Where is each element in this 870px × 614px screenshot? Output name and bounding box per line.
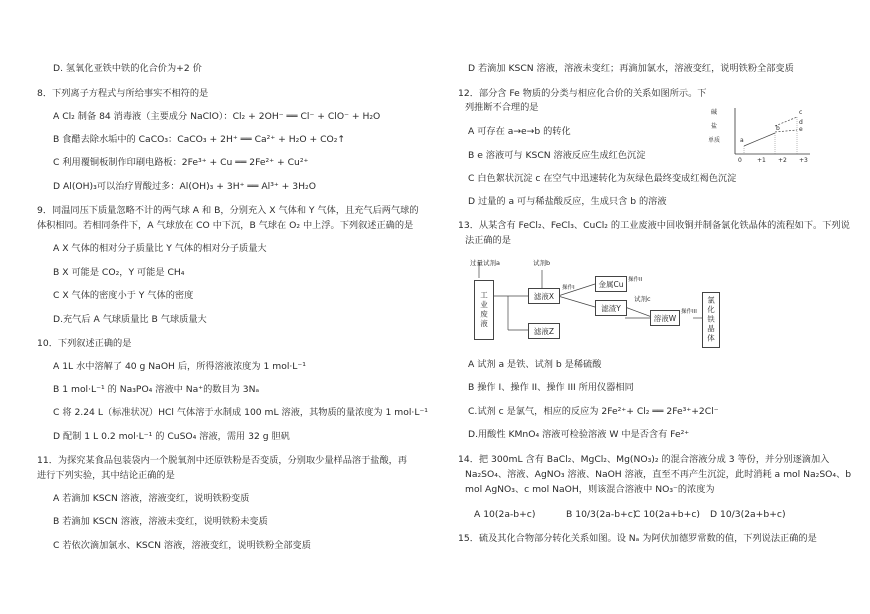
graph-ylabel-base: 碱 xyxy=(711,109,718,116)
q10-stem: 10．下列叙述正确的是 xyxy=(37,338,132,349)
graph-point-e: e xyxy=(799,126,803,133)
q12-stem-line2: 列推断不合理的是 xyxy=(465,102,539,113)
q15-stem: 15．硫及其化合物部分转化关系如图。设 Nₐ 为阿伏加德罗常数的值，下列说法正确的是 xyxy=(458,533,817,544)
graph-x-0: 0 xyxy=(738,157,742,164)
q8-stem: 8．下列离子方程式与所给事实不相符的是 xyxy=(37,88,209,99)
q11-option-a: A 若滴加 KSCN 溶液，溶液变红，说明铁粉变质 xyxy=(53,493,250,504)
q13-stem-line2: 法正确的是 xyxy=(465,235,511,246)
q11-stem-line2: 进行下列实验，其中结论正确的是 xyxy=(37,470,175,481)
graph-x-1: +1 xyxy=(757,157,766,164)
q14-option-d: D 10/3(2a+b+c) xyxy=(710,509,786,520)
q11-option-b: B 若滴加 KSCN 溶液，溶液未变红，说明铁粉未变质 xyxy=(53,516,268,527)
q9-stem-line2: 体积相同。若相同条件下，A 气球放在 CO 中下沉，B 气球在 O₂ 中上浮。下列叙述正确的是 xyxy=(37,220,414,231)
flow-reagent-c: 试剂c xyxy=(634,295,651,303)
q12-option-b: B e 溶液可与 KSCN 溶液反应生成红色沉淀 xyxy=(468,150,646,161)
graph-point-d: d xyxy=(799,119,803,126)
flow-reagent-a: 过量试剂a xyxy=(470,259,500,267)
q14-option-c: C 10(2a+b+c) xyxy=(634,509,700,520)
q11-stem-line1: 11．为探究某食品包装袋内一个脱氧剂中还原铁粉是否变质，分别取少量样品溶于盐酸，再 xyxy=(37,455,408,466)
q13-option-a: A 试剂 a 是铁、试剂 b 是稀硫酸 xyxy=(468,359,602,370)
q10-option-a: A 1L 水中溶解了 40 g NaOH 后，所得溶液浓度为 1 mol·L⁻¹ xyxy=(53,361,306,372)
flow-box-product: 氯化铁晶体 xyxy=(702,292,720,348)
graph-ylabel-salt: 盐 xyxy=(711,123,718,130)
graph-x-2: +2 xyxy=(778,157,787,164)
q12-stem-line1: 12．部分含 Fe 物质的分类与相应化合价的关系如图所示。下 xyxy=(458,88,707,99)
flow-op3: 操作III xyxy=(681,309,697,315)
graph-ylabel-element: 单质 xyxy=(708,137,721,144)
q12-option-a: A 可存在 a→e→b 的转化 xyxy=(468,126,571,137)
graph-point-c: c xyxy=(799,109,803,116)
q10-option-d: D 配制 1 L 0.2 mol·L⁻¹ 的 CuSO₄ 溶液，需用 32 g 胆矾 xyxy=(53,431,290,442)
q9-option-b: B X 可能是 CO₂，Y 可能是 CH₄ xyxy=(53,267,185,278)
flow-box-residue-y: 滤渣Y xyxy=(595,300,627,316)
flow-box-solution-w: 溶液W xyxy=(650,310,680,326)
graph-point-a: a xyxy=(740,137,744,144)
q12-option-c: C 白色絮状沉淀 c 在空气中迅速转化为灰绿色最终变成红褐色沉淀 xyxy=(468,173,737,184)
q12-option-d: D 过量的 a 可与稀盐酸反应，生成只含 b 的溶液 xyxy=(468,196,667,207)
q10-option-b: B 1 mol·L⁻¹ 的 Na₃PO₄ 溶液中 Na⁺的数目为 3Nₐ xyxy=(53,384,260,395)
q13-option-c: C.试剂 c 是氯气，相应的反应为 2Fe²⁺+ Cl₂ ══ 2Fe³⁺+2Cl⁻ xyxy=(468,406,719,417)
q14-stem-line3: mol AgNO₃、c mol NaOH，则该混合溶液中 NO₃⁻的浓度为 xyxy=(465,484,715,495)
flow-reagent-b: 试剂b xyxy=(533,259,551,267)
flow-op2: 操作II xyxy=(628,277,643,283)
q7-option-d: D. 氢氧化亚铁中铁的化合价为+2 价 xyxy=(53,63,202,74)
q14-stem-line1: 14．把 300mL 含有 BaCl₂、MgCl₂、Mg(NO₃)₂ 的混合溶液分成 3 等份，并分别逐滴加入 xyxy=(458,454,830,465)
q11-option-c: C 若依次滴加氯水、KSCN 溶液，溶液变红，说明铁粉全部变质 xyxy=(53,540,311,551)
q9-stem-line1: 9．同温同压下质量忽略不计的两气球 A 和 B，分别充入 X 气体和 Y 气体，且充气后两气球的 xyxy=(37,205,419,216)
q13-option-d: D.用酸性 KMnO₄ 溶液可检验溶液 W 中是否含有 Fe²⁺ xyxy=(468,429,690,440)
flow-box-waste: 工业废液 xyxy=(474,280,494,340)
q8-option-a: A Cl₂ 制备 84 消毒液（主要成分 NaClO）：Cl₂ + 2OH⁻ ══ Cl⁻ + ClO⁻ + H₂O xyxy=(53,111,381,122)
q8-option-c: C 利用覆铜板制作印刷电路板：2Fe³⁺ + Cu ══ 2Fe²⁺ + Cu²⁺ xyxy=(53,157,309,168)
flow-box-metal-cu: 金属Cu xyxy=(595,276,627,292)
q14-option-b: B 10/3(2a-b+c) xyxy=(566,509,637,520)
flow-op1: 操作I xyxy=(562,285,575,291)
graph-x-3: +3 xyxy=(799,157,808,164)
q9-option-d: D.充气后 A 气球质量比 B 气球质量大 xyxy=(53,314,207,325)
q14-stem-line2: Na₂SO₄、溶液、AgNO₃ 溶液、NaOH 溶液，直至不再产生沉淀，此时消耗 a mol Na₂SO₄、b xyxy=(465,469,852,480)
q13-option-b: B 操作 I、操作 II、操作 III 所用仪器相同 xyxy=(468,382,634,393)
q8-option-d: D Al(OH)₃可以治疗胃酸过多：Al(OH)₃ + 3H⁺ ══ Al³⁺ + 3H₂O xyxy=(53,181,316,192)
flow-box-filtrate-x: 滤液X xyxy=(528,288,560,304)
q11-option-d: D 若滴加 KSCN 溶液，溶液未变红；再滴加氯水，溶液变红，说明铁粉全部变质 xyxy=(468,63,794,74)
q8-option-b: B 食醋去除水垢中的 CaCO₃：CaCO₃ + 2H⁺ ══ Ca²⁺ + H₂O + CO₂↑ xyxy=(53,134,346,145)
graph-point-b: b xyxy=(776,125,780,132)
q10-option-c: C 将 2.24 L（标准状况）HCl 气体溶于水制成 100 mL 溶液，其物质的量浓度为 1 mol·L⁻¹ xyxy=(53,407,428,418)
q9-option-c: C X 气体的密度小于 Y 气体的密度 xyxy=(53,290,194,301)
flow-box-filtrate-z: 滤液Z xyxy=(528,323,560,339)
q13-stem-line1: 13．从某含有 FeCl₂、FeCl₃、CuCl₂ 的工业废液中回收铜并制备氯化铁晶体的流程如下。下列说 xyxy=(458,220,850,231)
q14-option-a: A 10(2a-b+c) xyxy=(474,509,536,520)
q9-option-a: A X 气体的相对分子质量比 Y 气体的相对分子质量大 xyxy=(53,243,267,254)
